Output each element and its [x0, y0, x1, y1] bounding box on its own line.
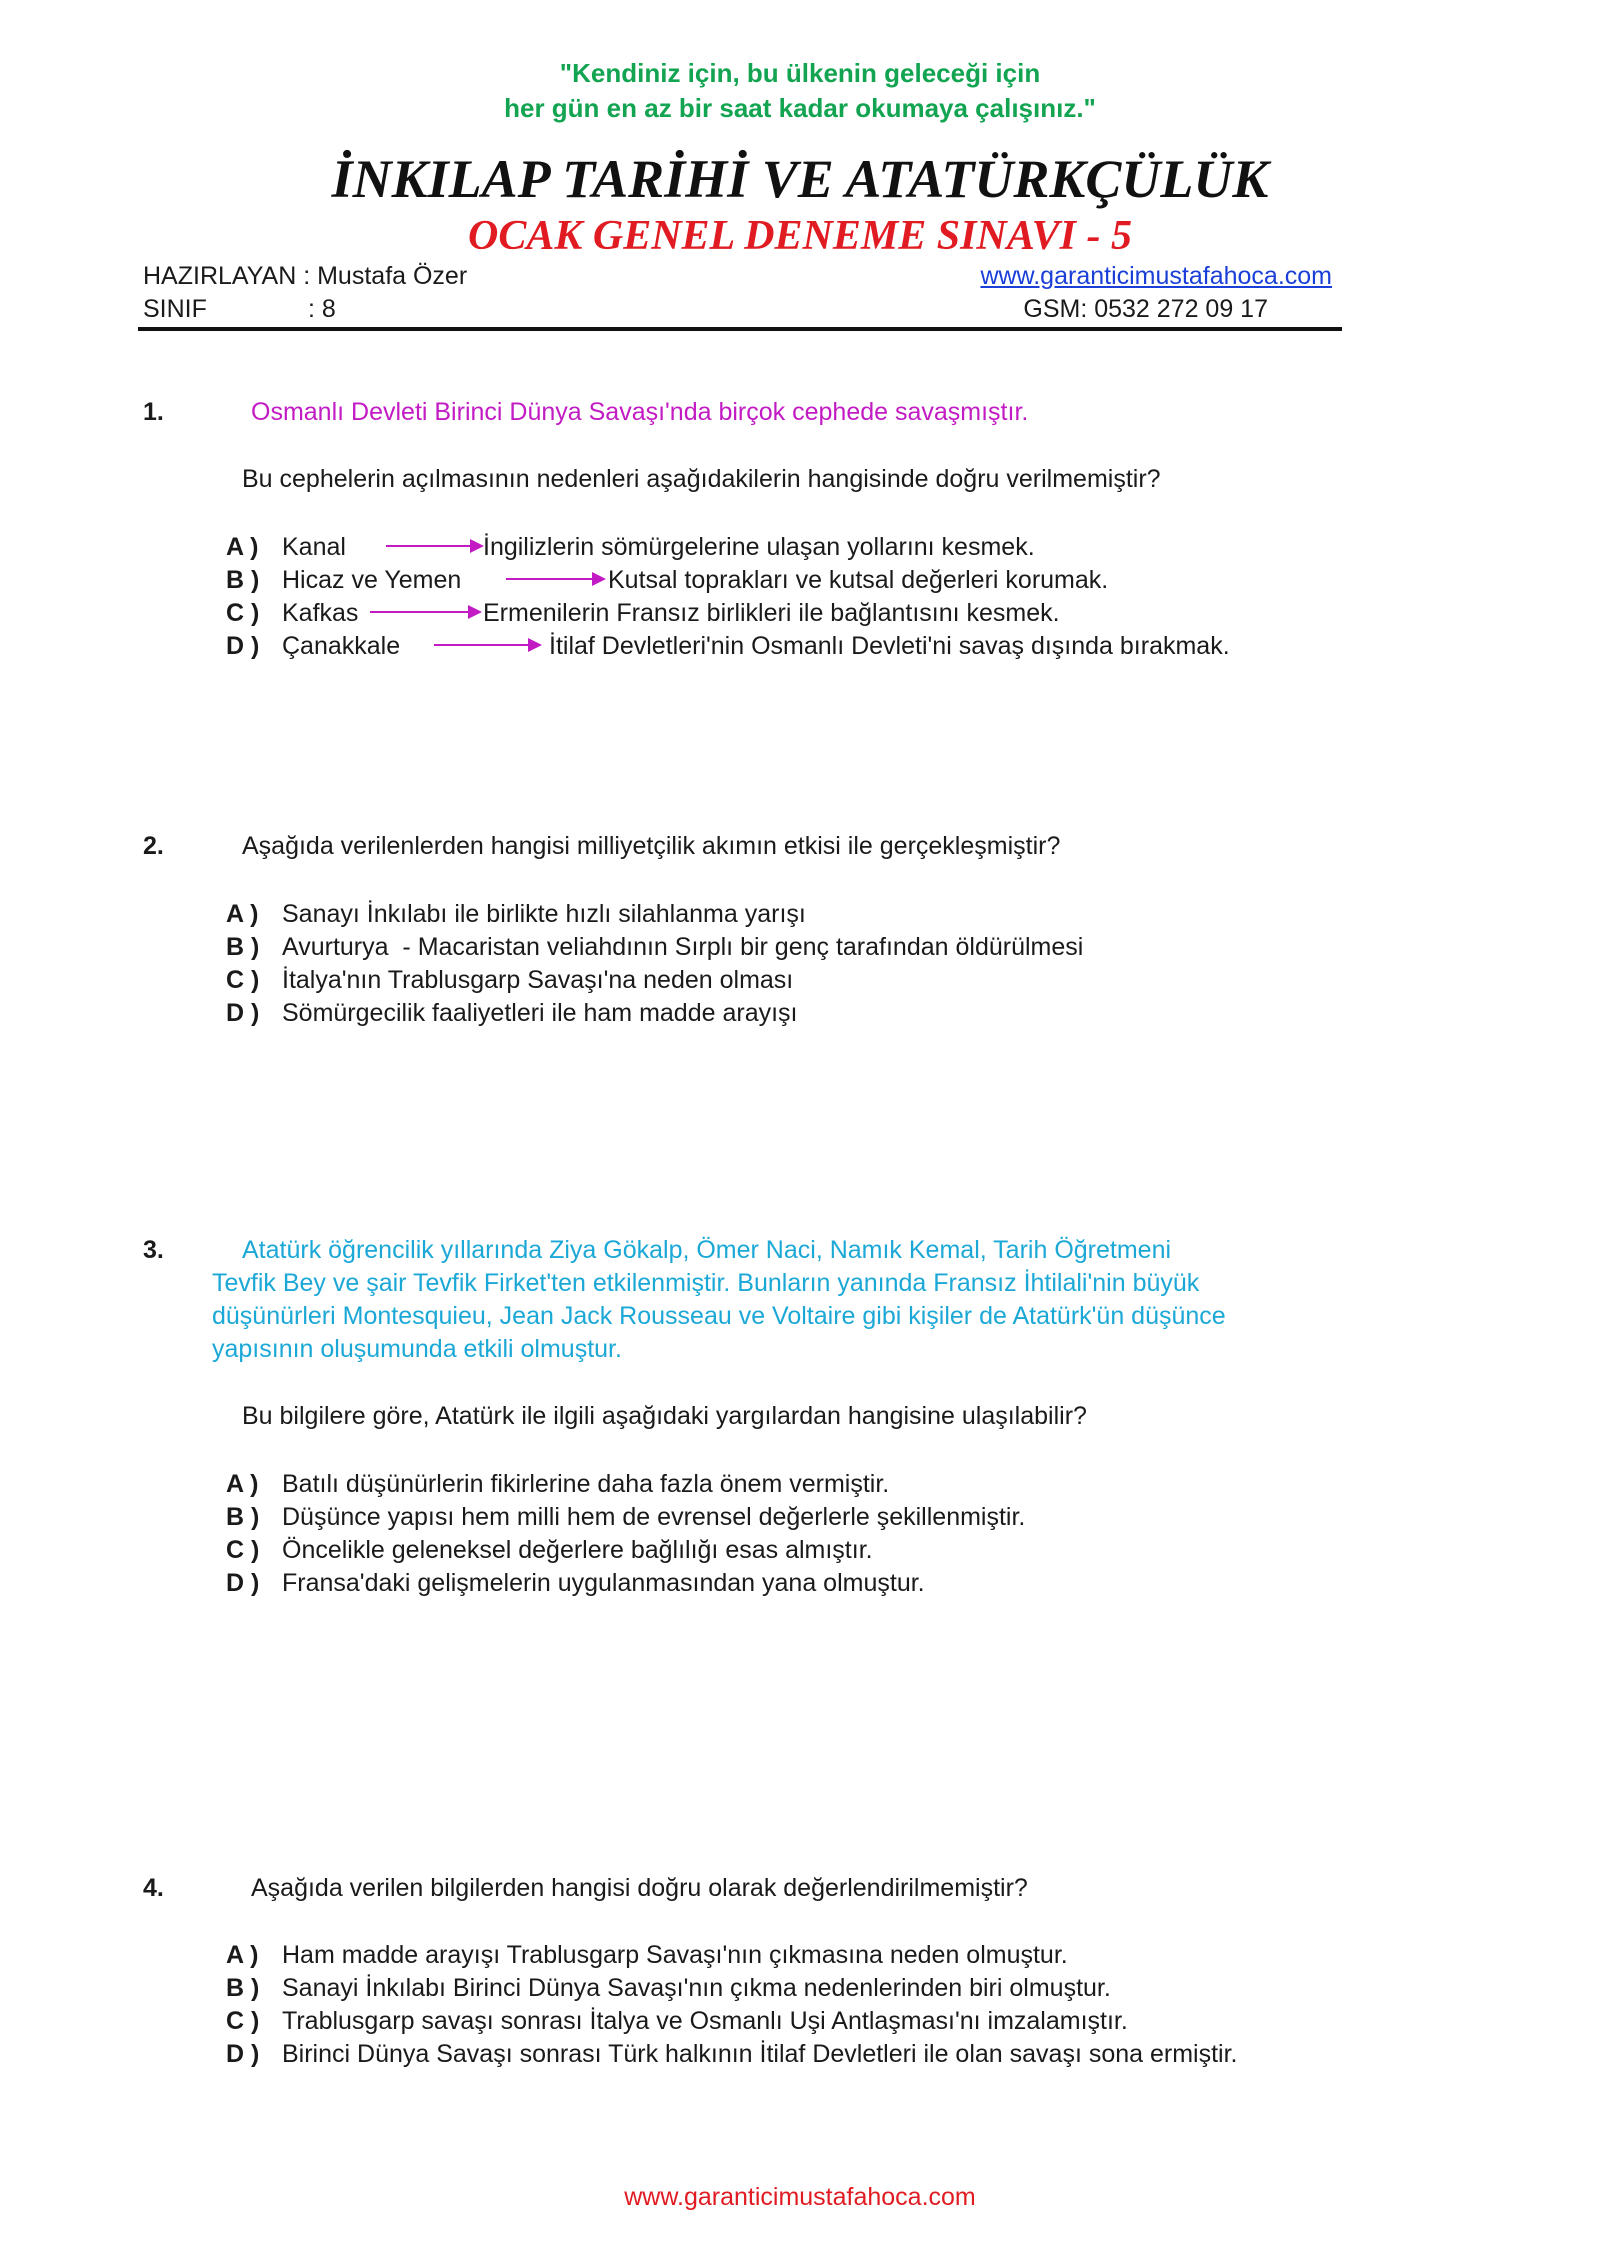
question-1-option-b[interactable] — [226, 563, 1326, 597]
question-1-option-d[interactable] — [226, 629, 1376, 663]
question-4-number: 4. — [143, 1874, 164, 1902]
option-letter: A ) — [226, 1941, 259, 1969]
arrow-icon — [434, 644, 540, 646]
footer-website[interactable]: www.garanticimustafahoca.com — [624, 2183, 976, 2211]
option-text: Batılı düşünürlerin fikirlerine daha fazla önem vermiştir. — [282, 1470, 890, 1498]
question-2-option-d[interactable] — [226, 996, 1326, 1030]
question-2-option-c[interactable] — [226, 963, 1326, 997]
question-2-option-a[interactable] — [226, 897, 1326, 931]
question-3-prompt: Bu bilgilere göre, Atatürk ile ilgili aşağıdaki yargılardan hangisine ulaşılabilir? — [242, 1402, 1087, 1430]
class-value: : 8 — [308, 295, 336, 323]
option-reason: İngilizlerin sömürgelerine ulaşan yollarını kesmek. — [483, 533, 1035, 561]
option-reason: Ermenilerin Fransız birlikleri ile bağlantısını kesmek. — [483, 599, 1060, 627]
exam-subtitle: OCAK GENEL DENEME SINAVI - 5 — [468, 213, 1132, 259]
option-letter: A ) — [226, 900, 259, 928]
option-text: Ham madde arayışı Trablusgarp Savaşı'nın çıkmasına neden olmuştur. — [282, 1941, 1068, 1969]
option-letter: C ) — [226, 599, 260, 627]
header-divider — [138, 327, 1342, 331]
question-3-option-c[interactable] — [226, 1533, 1326, 1567]
question-2-number: 2. — [143, 832, 164, 860]
option-letter: C ) — [226, 1536, 260, 1564]
question-1-prompt: Bu cephelerin açılmasının nedenleri aşağıdakilerin hangisinde doğru verilmemiştir? — [242, 465, 1161, 493]
option-front: Kafkas — [282, 599, 359, 627]
question-1-option-c[interactable] — [226, 596, 1326, 630]
question-3-number: 3. — [143, 1236, 164, 1264]
option-letter: C ) — [226, 2007, 260, 2035]
option-front: Hicaz ve Yemen — [282, 566, 462, 594]
option-text: Avurturya - Macaristan veliahdının Sırplı bir genç tarafından öldürülmesi — [282, 933, 1084, 961]
option-reason: Kutsal toprakları ve kutsal değerleri korumak. — [608, 566, 1109, 594]
option-text: Sanayı İnkılabı ile birlikte hızlı silahlanma yarışı — [282, 900, 806, 928]
option-letter: D ) — [226, 2040, 260, 2068]
option-text: Sömürgecilik faaliyetleri ile ham madde arayışı — [282, 999, 798, 1027]
option-letter: D ) — [226, 999, 260, 1027]
option-text: Birinci Dünya Savaşı sonrası Türk halkının İtilaf Devletleri ile olan savaşı sona ermiştir. — [282, 2040, 1238, 2068]
option-text: Düşünce yapısı hem milli hem de evrensel değerlerle şekillenmiştir. — [282, 1503, 1026, 1531]
class-label: SINIF — [143, 295, 207, 323]
question-3-option-d[interactable] — [226, 1566, 1326, 1600]
arrow-icon — [506, 578, 604, 580]
question-2-option-b[interactable] — [226, 930, 1326, 964]
motto-line-2: her gün en az bir saat kadar okumaya çalışınız." — [504, 93, 1096, 123]
option-letter: D ) — [226, 632, 260, 660]
option-text: İtalya'nın Trablusgarp Savaşı'na neden olması — [282, 966, 794, 994]
option-letter: A ) — [226, 533, 259, 561]
option-text: Trablusgarp savaşı sonrası İtalya ve Osmanlı Uşi Antlaşması'nı imzalamıştır. — [282, 2007, 1128, 2035]
prepared-by: HAZIRLAYAN : Mustafa Özer — [143, 262, 468, 290]
option-letter: B ) — [226, 933, 260, 961]
motto-line-1: "Kendiniz için, bu ülkenin geleceği için — [559, 58, 1041, 88]
arrow-icon — [386, 545, 482, 547]
option-front: Kanal — [282, 533, 346, 561]
option-letter: D ) — [226, 1569, 260, 1597]
gsm-number: GSM: 0532 272 09 17 — [1023, 295, 1268, 323]
question-3-option-a[interactable] — [226, 1467, 1326, 1501]
question-3-option-b[interactable] — [226, 1500, 1326, 1534]
question-1-stem: Osmanlı Devleti Birinci Dünya Savaşı'nda birçok cephede savaşmıştır. — [251, 398, 1029, 426]
question-4-option-b[interactable] — [226, 1971, 1376, 2005]
option-letter: A ) — [226, 1470, 259, 1498]
question-3-stem-line-3: düşünürleri Montesquieu, Jean Jack Rousseau ve Voltaire gibi kişiler de Atatürk'ün düşünce — [212, 1302, 1226, 1330]
website-link[interactable]: www.garanticimustafahoca.com — [980, 262, 1332, 290]
arrow-icon — [370, 611, 480, 613]
page-title: İNKILAP TARİHİ VE ATATÜRKÇÜLÜK — [331, 149, 1269, 209]
question-4-prompt: Aşağıda verilen bilgilerden hangisi doğru olarak değerlendirilmemiştir? — [251, 1874, 1028, 1902]
option-text: Fransa'daki gelişmelerin uygulanmasından yana olmuştur. — [282, 1569, 925, 1597]
option-text: Sanayi İnkılabı Birinci Dünya Savaşı'nın çıkma nedenlerinden biri olmuştur. — [282, 1974, 1111, 2002]
question-4-option-d[interactable] — [226, 2037, 1376, 2071]
option-letter: B ) — [226, 1503, 260, 1531]
option-reason: İtilaf Devletleri'nin Osmanlı Devleti'ni savaş dışında bırakmak. — [549, 632, 1230, 660]
question-1-option-a[interactable] — [226, 530, 1326, 564]
option-text: Öncelikle geleneksel değerlere bağlılığı esas almıştır. — [282, 1536, 873, 1564]
question-3-stem-line-1: Atatürk öğrencilik yıllarında Ziya Gökalp, Ömer Naci, Namık Kemal, Tarih Öğretmeni — [242, 1236, 1172, 1264]
question-4-option-c[interactable] — [226, 2004, 1376, 2038]
question-1-number: 1. — [143, 398, 164, 426]
option-letter: B ) — [226, 1974, 260, 2002]
option-front: Çanakkale — [282, 632, 401, 660]
question-4-option-a[interactable] — [226, 1938, 1376, 1972]
question-2-prompt: Aşağıda verilenlerden hangisi milliyetçilik akımın etkisi ile gerçekleşmiştir? — [242, 832, 1061, 860]
option-letter: C ) — [226, 966, 260, 994]
question-3-stem-line-2: Tevfik Bey ve şair Tevfik Firket'ten etkilenmiştir. Bunların yanında Fransız İhtilali'nin büyük — [212, 1269, 1200, 1297]
question-3-stem-line-4: yapısının oluşumunda etkili olmuştur. — [212, 1335, 622, 1363]
option-letter: B ) — [226, 566, 260, 594]
